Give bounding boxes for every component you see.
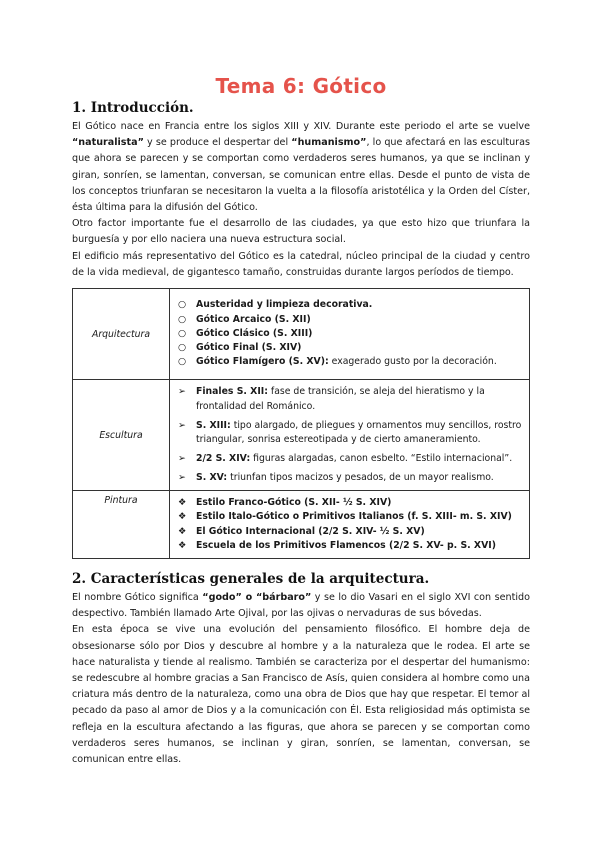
list-item bbox=[178, 355, 523, 369]
text-run: fase de transición, se aleja del hieratismo y la frontalidad del Románico. bbox=[196, 386, 485, 412]
bullet-icon: ❖ bbox=[178, 511, 187, 523]
list-item bbox=[178, 496, 523, 510]
list-item bbox=[178, 452, 523, 466]
list-item bbox=[178, 539, 523, 553]
bullet-list bbox=[178, 298, 523, 369]
list-item bbox=[178, 327, 523, 341]
text-run: , lo que afectará en las esculturas que ahora se parecen y se comportan como verdaderos seres humanos, ya que se inclinan y giran, sonríen, se lamentan, conversan, se comunican entre ellas. Desde el punto de vista de los conceptos triunfaran se necesitaron la vuelta a la filosofía aristotélica y la Orden del Císter, ésta última para la difusión del Gótico. bbox=[72, 137, 530, 214]
bold-text: 2/2 S. XIV: bbox=[196, 453, 251, 465]
bullet-icon: ➢ bbox=[178, 419, 186, 431]
text-run: figuras alargadas, canon esbelto. “Estilo internacional”. bbox=[250, 453, 513, 465]
section-heading-arquitectura: 2. Características generales de la arquitectura. bbox=[72, 571, 430, 587]
bullet-icon: ○ bbox=[178, 299, 187, 311]
text-run: y se produce el despertar del bbox=[143, 137, 292, 149]
bullet-icon: ❖ bbox=[178, 539, 187, 551]
bold-text: “godo” o “bárbaro” bbox=[202, 592, 312, 603]
text-run: tipo alargado, de pliegues y ornamentos muy sencillos, rostro triangular, sonrisa estereotipada y de cierto amaneramiento. bbox=[196, 419, 522, 445]
table-row-pintura bbox=[73, 491, 530, 559]
list-item bbox=[178, 525, 523, 539]
section-body-introduccion bbox=[72, 119, 530, 281]
bold-text: Estilo Franco-Gótico (S. XII- ½ S. XIV) bbox=[196, 497, 392, 509]
bullet-list bbox=[178, 385, 523, 485]
bullet-icon: ❖ bbox=[178, 497, 187, 509]
bold-text: S. XIII: bbox=[196, 419, 231, 431]
section-heading-introduccion: 1. Introducción. bbox=[72, 100, 194, 116]
text-run: triunfan tipos macizos y pesados, de un mayor realismo. bbox=[227, 472, 494, 484]
text-run: El Gótico nace en Francia entre los siglos XIII y XIV. Durante este periodo el arte se vuelve bbox=[72, 121, 530, 132]
row-label: Pintura bbox=[73, 491, 170, 559]
text-run: y se lo dio Vasari en el siglo XVI con sentido despectivo. También llamado Arte Ojival, por las ojivas o nervaduras de sus bóvedas. bbox=[72, 592, 530, 620]
row-label: Arquitectura bbox=[73, 289, 170, 380]
paragraph bbox=[72, 249, 530, 281]
bold-text: Finales S. XII: bbox=[196, 386, 268, 398]
document-title: Tema 6: Gótico bbox=[215, 74, 387, 98]
row-label: Escultura bbox=[73, 380, 170, 491]
bold-text: Gótico Arcaico (S. XII) bbox=[196, 313, 311, 325]
list-item bbox=[178, 298, 523, 312]
bold-text: Gótico Final (S. XIV) bbox=[196, 342, 302, 354]
bullet-icon: ➢ bbox=[178, 472, 186, 484]
section-body-arquitectura bbox=[72, 590, 530, 768]
list-item bbox=[178, 419, 523, 447]
bullet-icon: ○ bbox=[178, 342, 187, 354]
bold-text: “naturalista” bbox=[72, 137, 144, 149]
row-content bbox=[170, 491, 530, 559]
bold-text: S. XV: bbox=[196, 472, 228, 484]
bullet-icon: ➢ bbox=[178, 453, 186, 465]
bold-text: El Gótico Internacional (2/2 S. XIV- ½ S. XV) bbox=[196, 525, 425, 537]
table-row-arquitectura bbox=[73, 289, 530, 380]
paragraph bbox=[72, 216, 530, 248]
bullet-icon: ○ bbox=[178, 313, 187, 325]
bold-text: “humanismo” bbox=[291, 137, 367, 149]
paragraph bbox=[72, 622, 530, 768]
bullet-icon: ➢ bbox=[178, 386, 186, 398]
bold-text: Estilo Italo-Gótico o Primitivos Italianos (f. S. XIII- m. S. XIV) bbox=[196, 511, 512, 523]
bullet-list bbox=[178, 496, 523, 553]
bold-text: Gótico Flamígero (S. XV): bbox=[196, 356, 329, 368]
bullet-icon: ○ bbox=[178, 356, 187, 368]
list-item bbox=[178, 385, 523, 413]
row-content bbox=[170, 380, 530, 491]
bullet-icon: ❖ bbox=[178, 525, 187, 537]
list-item bbox=[178, 471, 523, 485]
bullet-icon: ○ bbox=[178, 327, 187, 339]
styles-table bbox=[72, 288, 530, 559]
list-item bbox=[178, 510, 523, 524]
list-item bbox=[178, 341, 523, 355]
text-run: El nombre Gótico significa bbox=[72, 592, 203, 603]
table-row-escultura bbox=[73, 380, 530, 491]
text-run: En esta época se vive una evolución del pensamiento filosófico. El hombre deja de obsesionarse sólo por Dios y descubre al hombre y a la naturaleza que le rodea. El arte se hace naturalista y tiende al realismo. También se caracteriza por el despertar del humanismo: se redescubre al hombre gracias a San Francisco de Asís, quien considera al hombre como una criatura más dentro de la naturaleza, como una obra de Dios que hay que respetar. El temor al pecado da paso al amor de Dios y a la comunicación con Él. Esta religiosidad más optimista se refleja en la escultura afectando a las figuras, que ahora se parecen y se comportan como verdaderos seres humanos, se inclinan y giran, sonríen, se lamentan, conversan, se comunican entre ellas. bbox=[72, 624, 530, 766]
text-run: exagerado gusto por la decoración. bbox=[328, 356, 497, 368]
bold-text: Austeridad y limpieza decorativa. bbox=[196, 299, 373, 311]
text-run: El edificio más representativo del Gótico es la catedral, núcleo principal de la ciudad y centro de la vida medieval, de gigantesco tamaño, construidas durante largos períodos de tiempo. bbox=[72, 250, 530, 278]
text-run: Otro factor importante fue el desarrollo de las ciudades, ya que esto hizo que triunfara la burguesía y por ello naciera una nueva estructura social. bbox=[72, 218, 530, 246]
paragraph bbox=[72, 590, 530, 622]
bold-text: Gótico Clásico (S. XIII) bbox=[196, 327, 313, 339]
list-item bbox=[178, 313, 523, 327]
row-content bbox=[170, 289, 530, 380]
bold-text: Escuela de los Primitivos Flamencos (2/2 S. XV- p. S. XVI) bbox=[196, 539, 496, 551]
paragraph bbox=[72, 119, 530, 216]
